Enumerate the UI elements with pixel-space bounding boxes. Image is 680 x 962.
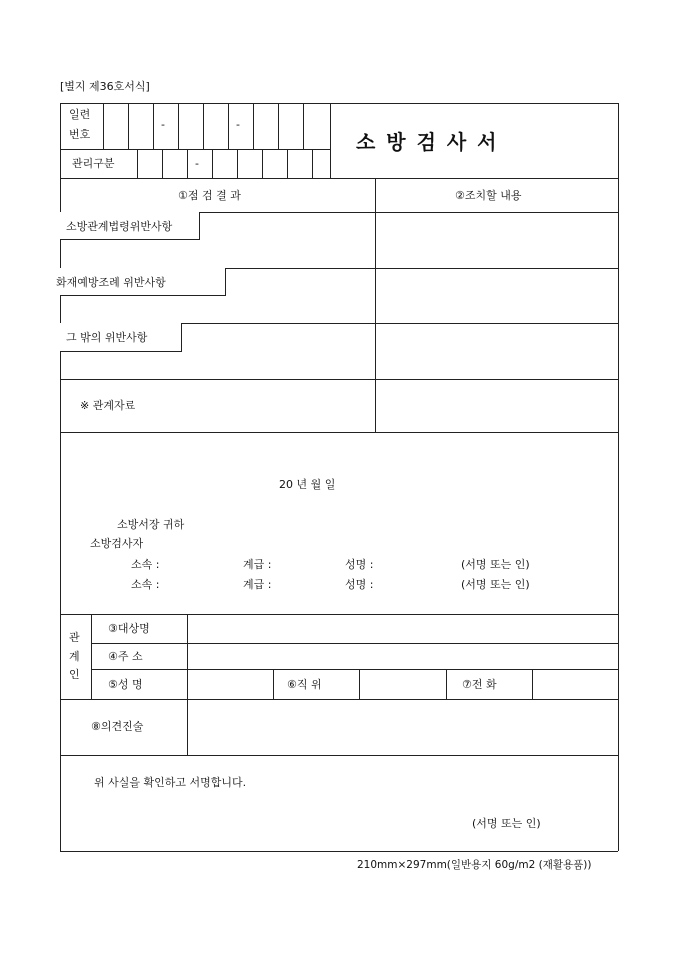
related-materials-label: ※ 관계자료 (80, 399, 136, 412)
address-label: ④주 소 (108, 650, 143, 663)
paper-spec-footer: 210mm×297mm(일반용지 60g/m2 (재활용품)) (357, 859, 592, 871)
opinion-label: ⑧의견진술 (91, 720, 144, 733)
inspection-date: 20 년 월 일 (279, 478, 336, 491)
management-category-dash: - (195, 157, 199, 170)
related-person-side-label-3: 인 (69, 668, 80, 681)
serial-number-dash-2: - (236, 118, 240, 131)
management-category-label: 관리구분 (72, 157, 115, 170)
related-materials-action-field[interactable] (380, 383, 612, 428)
inspector-1-rank: 계급 : (243, 558, 272, 571)
address-field[interactable] (191, 646, 614, 666)
serial-number-dash-1: - (161, 118, 165, 131)
other-violation-action-field[interactable] (380, 327, 612, 375)
related-person-side-label-1: 관 (69, 631, 80, 644)
fire-prevention-violation-action-field[interactable] (380, 272, 612, 320)
serial-number-label-bottom: 번호 (69, 128, 91, 141)
related-person-side-label-2: 계 (69, 650, 80, 663)
inspector-1-belong: 소속 : (131, 558, 160, 571)
action-content-header: ②조치할 내용 (455, 189, 522, 202)
position-field[interactable] (363, 672, 442, 696)
target-name-label: ③대상명 (108, 622, 150, 635)
inspector-2-belong: 소속 : (131, 578, 160, 591)
person-name-field[interactable] (191, 672, 269, 696)
inspector-1-signature[interactable]: (서명 또는 인) (461, 558, 530, 571)
form-number-label: [별지 제36호서식] (60, 80, 150, 93)
document-title: 소 방 검 사 서 (356, 130, 499, 154)
fire-prevention-violation-label: 화재예방조례 위반사항 (56, 276, 166, 289)
inspector-label: 소방검사자 (90, 537, 144, 550)
other-violation-label: 그 밖의 위반사항 (66, 331, 148, 344)
addressee-label: 소방서장 귀하 (117, 518, 185, 531)
inspector-2-name: 성명 : (345, 578, 374, 591)
confirmation-signature[interactable]: (서명 또는 인) (472, 817, 541, 830)
phone-field[interactable] (536, 672, 614, 696)
person-name-label: ⑤성 명 (108, 678, 143, 691)
target-name-field[interactable] (191, 617, 614, 640)
opinion-field[interactable] (191, 703, 614, 751)
confirmation-statement: 위 사실을 확인하고 서명합니다. (94, 776, 247, 789)
fire-law-violation-label: 소방관계법령위반사항 (66, 220, 173, 233)
fire-law-violation-action-field[interactable] (380, 216, 612, 264)
fire-prevention-violation-field[interactable] (66, 299, 366, 319)
inspector-2-rank: 계급 : (243, 578, 272, 591)
phone-label: ⑦전 화 (462, 678, 497, 691)
fire-law-violation-field[interactable] (66, 244, 366, 264)
inspector-2-signature[interactable]: (서명 또는 인) (461, 578, 530, 591)
inspector-1-name: 성명 : (345, 558, 374, 571)
inspection-result-header: ①점 검 결 과 (178, 189, 241, 202)
serial-number-label-top: 일련 (69, 108, 91, 121)
position-label: ⑥직 위 (287, 678, 322, 691)
other-violation-field[interactable] (66, 355, 366, 375)
